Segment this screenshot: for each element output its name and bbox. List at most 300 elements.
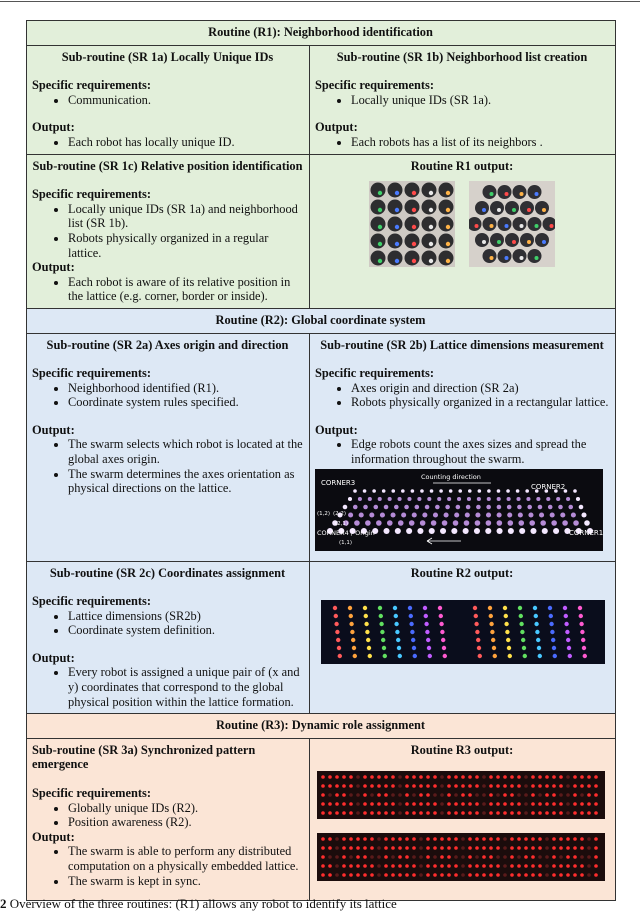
robot-led bbox=[391, 776, 395, 780]
robot-led bbox=[409, 622, 413, 626]
robot-led bbox=[412, 812, 416, 816]
robot-led bbox=[566, 497, 570, 501]
robot-led bbox=[478, 654, 482, 658]
robot-led bbox=[388, 497, 392, 501]
robot-led bbox=[454, 512, 459, 517]
robot-led bbox=[538, 812, 542, 816]
robot-body bbox=[388, 217, 403, 232]
robot-led bbox=[546, 497, 550, 501]
robot-led bbox=[370, 856, 374, 860]
robot-body bbox=[528, 249, 542, 263]
robot-led bbox=[405, 874, 409, 878]
robot-led bbox=[328, 794, 332, 798]
pattern-photo-1 bbox=[317, 771, 605, 819]
robot-led bbox=[384, 812, 388, 816]
robot-led bbox=[380, 630, 384, 634]
robot-led bbox=[419, 874, 423, 878]
robot-led bbox=[377, 794, 381, 798]
robot-led bbox=[539, 512, 544, 517]
robot-led bbox=[384, 874, 388, 878]
robot-led bbox=[377, 803, 381, 807]
robot-led bbox=[395, 191, 399, 195]
robot-led bbox=[559, 803, 563, 807]
robot-led bbox=[391, 489, 395, 493]
robot-led bbox=[497, 208, 501, 212]
origin-coordinate-label: (1,1) bbox=[339, 539, 353, 546]
robot-led bbox=[594, 874, 598, 878]
r1-output-cell bbox=[310, 154, 616, 308]
robot-led bbox=[531, 856, 535, 860]
robot-led bbox=[573, 785, 577, 789]
r3-row1 bbox=[27, 738, 616, 900]
sr3a-title: Sub-routine (SR 3a) Synchronized pattern emergence bbox=[32, 742, 256, 772]
robot-led bbox=[415, 504, 420, 509]
robot-led bbox=[552, 847, 556, 851]
robot-led bbox=[518, 520, 524, 526]
robot-led bbox=[477, 497, 481, 501]
robot-led bbox=[446, 225, 450, 229]
robot-led bbox=[466, 504, 471, 509]
robot-body bbox=[388, 234, 403, 249]
robot-led bbox=[538, 654, 542, 658]
robot-body bbox=[475, 233, 489, 247]
robot-led bbox=[519, 528, 525, 534]
robot-led bbox=[545, 838, 549, 842]
robot-led bbox=[427, 497, 431, 501]
robot-led bbox=[419, 794, 423, 798]
robot-led bbox=[579, 504, 584, 509]
robot-led bbox=[456, 504, 461, 509]
robot-led bbox=[581, 512, 586, 517]
robot-led bbox=[394, 504, 399, 509]
robot-led bbox=[573, 520, 579, 526]
robot-led bbox=[334, 614, 338, 618]
robot-led bbox=[321, 856, 325, 860]
robot-led bbox=[489, 803, 493, 807]
robot-led bbox=[401, 512, 406, 517]
robot-led bbox=[467, 497, 471, 501]
robot-led bbox=[461, 838, 465, 842]
corner2-label: CORNER2 bbox=[531, 482, 566, 491]
robot-led bbox=[468, 785, 472, 789]
robot-led bbox=[440, 776, 444, 780]
robot-led bbox=[490, 192, 494, 196]
robot-led bbox=[423, 606, 427, 610]
robot-led bbox=[433, 776, 437, 780]
robot-body bbox=[498, 249, 512, 263]
robot-led bbox=[534, 614, 538, 618]
robot-led bbox=[562, 520, 568, 526]
robot-led bbox=[379, 614, 383, 618]
robot-led bbox=[433, 794, 437, 798]
r2-row2 bbox=[27, 561, 616, 714]
robot-led bbox=[348, 606, 352, 610]
robot-led bbox=[405, 812, 409, 816]
robot-led bbox=[449, 489, 453, 493]
robot-led bbox=[537, 646, 541, 650]
robot-led bbox=[410, 630, 414, 634]
robot-led bbox=[468, 856, 472, 860]
robot-led bbox=[440, 838, 444, 842]
robot-led bbox=[377, 838, 381, 842]
sr2c-out-label: Output: bbox=[32, 650, 75, 665]
robot-led bbox=[377, 856, 381, 860]
robot-led bbox=[496, 856, 500, 860]
robot-led bbox=[510, 803, 514, 807]
robot-led bbox=[482, 208, 486, 212]
robot-led bbox=[482, 240, 486, 244]
robot-led bbox=[440, 856, 444, 860]
list-item: • The swarm determines the axes orientation as physical directions on the lattice. bbox=[68, 467, 303, 496]
robot-led bbox=[475, 776, 479, 780]
robot-led bbox=[552, 812, 556, 816]
robot-led bbox=[426, 794, 430, 798]
robot-led bbox=[378, 497, 382, 501]
robot-led bbox=[461, 874, 465, 878]
robot-led bbox=[370, 812, 374, 816]
robot-led bbox=[531, 803, 535, 807]
robot-led bbox=[377, 865, 381, 869]
robot-led bbox=[376, 520, 382, 526]
sr1a-req-list bbox=[32, 93, 303, 108]
sr1b-out-label: Output: bbox=[315, 120, 358, 135]
robot-led bbox=[435, 504, 440, 509]
robot-led bbox=[384, 776, 388, 780]
robot-body bbox=[405, 183, 420, 198]
robot-led bbox=[535, 630, 539, 634]
robot-led bbox=[482, 874, 486, 878]
r1-row1 bbox=[27, 45, 616, 154]
robot-led bbox=[476, 638, 480, 642]
sr1c-out-list bbox=[32, 275, 303, 304]
robot-led bbox=[573, 838, 577, 842]
robot-led bbox=[482, 812, 486, 816]
robot-body bbox=[439, 183, 454, 198]
robot-led bbox=[551, 520, 557, 526]
robot-led bbox=[391, 785, 395, 789]
robot-led bbox=[426, 776, 430, 780]
robot-led bbox=[552, 785, 556, 789]
robot-led bbox=[489, 856, 493, 860]
sr1a-out-label: Output: bbox=[32, 120, 75, 135]
robot-led bbox=[407, 497, 411, 501]
list-item: • Communication. bbox=[68, 93, 303, 108]
robot-led bbox=[363, 776, 367, 780]
robot-led bbox=[478, 489, 482, 493]
robot-led bbox=[475, 874, 479, 878]
robot-led bbox=[370, 803, 374, 807]
robot-led bbox=[356, 856, 360, 860]
robot-led bbox=[420, 489, 424, 493]
robot-led bbox=[552, 874, 556, 878]
robot-led bbox=[538, 847, 542, 851]
robot-led bbox=[335, 630, 339, 634]
robot-led bbox=[426, 865, 430, 869]
robot-led bbox=[328, 812, 332, 816]
robot-led bbox=[405, 856, 409, 860]
robot-led bbox=[391, 794, 395, 798]
robot-led bbox=[587, 776, 591, 780]
robot-led bbox=[524, 838, 528, 842]
robot-led bbox=[440, 847, 444, 851]
robot-led bbox=[531, 785, 535, 789]
r2-title: Routine (R2): Global coordinate system bbox=[215, 312, 426, 327]
robot-led bbox=[475, 224, 479, 228]
robot-led bbox=[551, 638, 555, 642]
robot-led bbox=[536, 638, 540, 642]
robot-led bbox=[412, 874, 416, 878]
robot-led bbox=[580, 776, 584, 780]
robot-led bbox=[426, 785, 430, 789]
robot-led bbox=[468, 776, 472, 780]
robot-led bbox=[496, 847, 500, 851]
robot-led bbox=[548, 606, 552, 610]
robot-led bbox=[363, 874, 367, 878]
robot-led bbox=[538, 856, 542, 860]
robot-led bbox=[566, 776, 570, 780]
robot-led bbox=[573, 847, 577, 851]
robot-led bbox=[404, 504, 409, 509]
robot-led bbox=[439, 614, 443, 618]
robot-led bbox=[412, 794, 416, 798]
robot-led bbox=[370, 874, 374, 878]
robot-led bbox=[335, 785, 339, 789]
robot-led bbox=[559, 838, 563, 842]
sr2c-title: Sub-routine (SR 2c) Coordinates assignment bbox=[49, 565, 286, 580]
robot-led bbox=[510, 812, 514, 816]
robot-led bbox=[398, 794, 402, 798]
robot-led bbox=[564, 614, 568, 618]
robot-led bbox=[412, 646, 416, 650]
robot-led bbox=[556, 497, 560, 501]
robot-led bbox=[522, 646, 526, 650]
robot-led bbox=[440, 812, 444, 816]
robot-led bbox=[349, 865, 353, 869]
robot-body bbox=[405, 234, 420, 249]
robot-led bbox=[398, 785, 402, 789]
robot-led bbox=[356, 847, 360, 851]
robot-led bbox=[342, 874, 346, 878]
sr3a-out-list bbox=[32, 844, 303, 888]
robot-led bbox=[368, 654, 372, 658]
robot-led bbox=[587, 812, 591, 816]
robot-led bbox=[552, 794, 556, 798]
robot-led bbox=[461, 847, 465, 851]
robot-led bbox=[342, 803, 346, 807]
robot-led bbox=[584, 520, 590, 526]
robot-led bbox=[454, 812, 458, 816]
robot-led bbox=[446, 191, 450, 195]
robot-led bbox=[468, 794, 472, 798]
robot-led bbox=[429, 208, 433, 212]
robot-body bbox=[528, 217, 542, 231]
robot-led bbox=[451, 528, 457, 534]
robot-body bbox=[439, 217, 454, 232]
robot-led bbox=[538, 874, 542, 878]
robot-led bbox=[587, 874, 591, 878]
robot-led bbox=[412, 847, 416, 851]
robot-led bbox=[526, 497, 530, 501]
robot-led bbox=[516, 489, 520, 493]
robot-led bbox=[431, 520, 437, 526]
robot-led bbox=[378, 225, 382, 229]
robot-body bbox=[405, 251, 420, 266]
robot-led bbox=[349, 812, 353, 816]
robot-led bbox=[338, 654, 342, 658]
sr2a-cell bbox=[27, 333, 310, 561]
robot-led bbox=[369, 512, 374, 517]
robot-body bbox=[439, 251, 454, 266]
list-item: • The swarm selects which robot is located at the global axes origin. bbox=[68, 437, 303, 466]
robot-led bbox=[384, 856, 388, 860]
robot-led bbox=[420, 520, 426, 526]
robot-led bbox=[503, 856, 507, 860]
robot-led bbox=[352, 646, 356, 650]
robot-body bbox=[490, 233, 504, 247]
robot-led bbox=[412, 856, 416, 860]
robot-led bbox=[397, 646, 401, 650]
robot-led bbox=[391, 856, 395, 860]
robot-led bbox=[328, 874, 332, 878]
r3-title: Routine (R3): Dynamic role assignment bbox=[215, 718, 426, 733]
list-item: • Lattice dimensions (SR2b) bbox=[68, 609, 303, 624]
robot-led bbox=[518, 606, 522, 610]
robot-led bbox=[580, 812, 584, 816]
robot-led bbox=[398, 497, 402, 501]
r2-row1 bbox=[27, 333, 616, 561]
robot-led bbox=[433, 512, 438, 517]
robot-led bbox=[510, 776, 514, 780]
robot-led bbox=[489, 847, 493, 851]
robot-led bbox=[342, 838, 346, 842]
robot-led bbox=[321, 776, 325, 780]
robot-led bbox=[321, 874, 325, 878]
sr1b-req-label: Specific requirements: bbox=[315, 78, 434, 93]
robot-led bbox=[529, 520, 535, 526]
robot-led bbox=[510, 847, 514, 851]
robot-body bbox=[405, 217, 420, 232]
robot-led bbox=[568, 504, 573, 509]
robot-led bbox=[538, 838, 542, 842]
robot-led bbox=[393, 606, 397, 610]
robot-led bbox=[531, 838, 535, 842]
robot-led bbox=[489, 838, 493, 842]
robot-led bbox=[461, 803, 465, 807]
robot-led bbox=[538, 785, 542, 789]
robot-led bbox=[559, 865, 563, 869]
robot-led bbox=[447, 785, 451, 789]
sr1a-out-list bbox=[32, 135, 303, 150]
robot-led bbox=[545, 847, 549, 851]
robot-led bbox=[419, 812, 423, 816]
robot-led bbox=[545, 856, 549, 860]
robot-led bbox=[475, 520, 481, 526]
robot-led bbox=[335, 812, 339, 816]
robot-led bbox=[580, 865, 584, 869]
robot-led bbox=[587, 865, 591, 869]
robot-led bbox=[540, 520, 546, 526]
robot-led bbox=[417, 497, 421, 501]
robot-led bbox=[535, 224, 539, 228]
list-item: • Robots physically organized in a regular lattice. bbox=[68, 231, 303, 260]
robot-led bbox=[408, 606, 412, 610]
robot-led bbox=[545, 785, 549, 789]
robot-body bbox=[513, 249, 527, 263]
robot-led bbox=[441, 638, 445, 642]
robot-led bbox=[349, 622, 353, 626]
robot-body bbox=[483, 249, 497, 263]
robot-led bbox=[454, 794, 458, 798]
robot-led bbox=[517, 812, 521, 816]
robot-led bbox=[482, 794, 486, 798]
robot-led bbox=[489, 776, 493, 780]
robot-led bbox=[559, 794, 563, 798]
robot-led bbox=[468, 874, 472, 878]
robot-led bbox=[507, 512, 512, 517]
robot-led bbox=[475, 847, 479, 851]
robot-led bbox=[365, 630, 369, 634]
robot-led bbox=[336, 638, 340, 642]
sr1c-req-list bbox=[32, 202, 303, 260]
robot-led bbox=[553, 528, 559, 534]
robot-led bbox=[426, 874, 430, 878]
robot-led bbox=[412, 208, 416, 212]
robot-led bbox=[580, 794, 584, 798]
robot-led bbox=[482, 865, 486, 869]
robot-led bbox=[398, 874, 402, 878]
robot-body bbox=[371, 217, 386, 232]
robot-led bbox=[580, 856, 584, 860]
robot-led bbox=[356, 874, 360, 878]
robot-led bbox=[461, 856, 465, 860]
robot-led bbox=[504, 622, 508, 626]
robot-led bbox=[335, 776, 339, 780]
robot-led bbox=[446, 259, 450, 263]
robot-led bbox=[531, 812, 535, 816]
robot-body bbox=[505, 233, 519, 247]
robot-led bbox=[447, 803, 451, 807]
pattern-photo-2 bbox=[317, 833, 605, 881]
robot-led bbox=[446, 208, 450, 212]
robot-led bbox=[381, 638, 385, 642]
robot-led bbox=[328, 785, 332, 789]
sr1b-req-list bbox=[315, 93, 609, 108]
robot-led bbox=[370, 776, 374, 780]
robot-led bbox=[571, 512, 576, 517]
robot-led bbox=[356, 785, 360, 789]
robot-led bbox=[384, 504, 389, 509]
robot-led bbox=[426, 838, 430, 842]
robot-led bbox=[382, 646, 386, 650]
robot-led bbox=[377, 847, 381, 851]
robot-led bbox=[419, 776, 423, 780]
counting-direction-label: Counting direction bbox=[421, 472, 481, 481]
robot-led bbox=[505, 192, 509, 196]
robot-led bbox=[524, 847, 528, 851]
robot-led bbox=[363, 606, 367, 610]
robot-led bbox=[487, 497, 491, 501]
robot-led bbox=[545, 865, 549, 869]
robot-led bbox=[508, 528, 514, 534]
robot-led bbox=[490, 256, 494, 260]
robot-led bbox=[475, 865, 479, 869]
robot-body bbox=[498, 217, 512, 231]
robot-led bbox=[433, 865, 437, 869]
robot-led bbox=[419, 838, 423, 842]
robot-led bbox=[363, 803, 367, 807]
robot-led bbox=[321, 838, 325, 842]
robot-led bbox=[411, 489, 415, 493]
